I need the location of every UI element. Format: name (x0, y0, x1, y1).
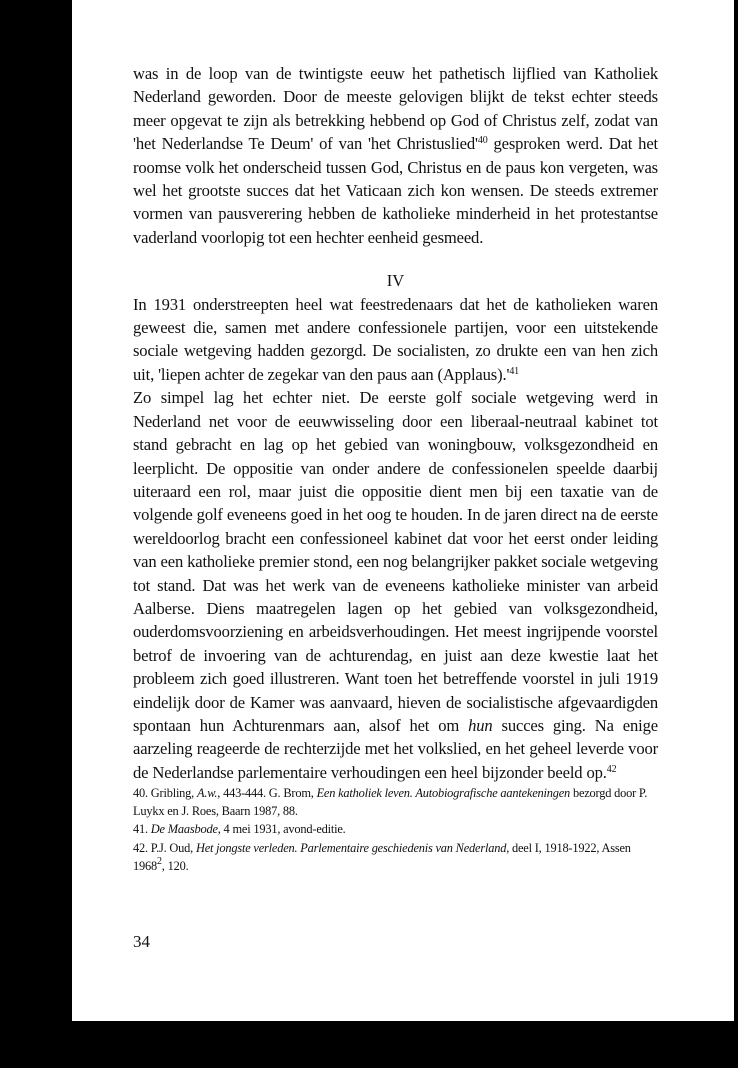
footnote-text: , 443-444. G. Brom, (217, 786, 317, 800)
footnote-ref-41[interactable]: 41 (509, 365, 520, 377)
footnote-text: bezorgd door P. Luykx en J. Roes, Baarn 1987, 88. (133, 786, 648, 819)
scan-border-bottom (0, 1021, 738, 1068)
paragraph-text: gesproken werd. Dat het roomse volk het onderscheid tussen God, Christus en de paus kon vergeten, was wel het grootste succes dat het Vaticaan zich kon wensen. De steeds extremer vormen van pausverering hebben de katholieke minderheid in het protestantse vaderland voorlopig tot een hechter eenheid gesmeed. (133, 134, 658, 247)
footnote-ref-40[interactable]: 40 (477, 135, 488, 147)
footnote-ref-42[interactable]: 42 (606, 763, 617, 775)
footnotes (133, 784, 661, 875)
scan-border-right (734, 0, 738, 1068)
section-heading: IV (386, 271, 405, 291)
body-paragraph (133, 293, 658, 387)
body-paragraph (133, 62, 658, 249)
footnote-title: Het jongste verleden. Parlementaire geschiedenis van Nederland (195, 840, 507, 855)
page-number: 34 (133, 932, 150, 951)
page-body (133, 62, 658, 784)
footnote-title: Een katholiek leven. Autobiografische aantekeningen (316, 786, 571, 800)
paragraph-text: succes ging. Na enige aarzeling reageerde de rechterzijde met het volkslied, en het geheel leverde voor de Nederlandse parlementaire verhoudingen een heel bijzonder beeld op. (133, 715, 658, 782)
footnote-title: De Maasbode (150, 822, 218, 837)
emphasis: hun (468, 715, 493, 735)
footnote-text: , 120. (161, 858, 189, 873)
footnote-text: , deel I, 1918-1922, Assen 1968 (133, 840, 631, 873)
edition-superscript: 2 (156, 855, 162, 867)
body-paragraph (133, 386, 658, 784)
scan-border-left (0, 0, 72, 1068)
footnote-42 (133, 839, 661, 875)
footnote-text: 41. (133, 822, 151, 837)
footnote-text: 40. Gribling, (133, 786, 197, 800)
paragraph-text: was in de loop van de twintigste eeuw het pathetisch lijflied van Katholiek Nederland geworden. Door de meeste gelovigen blijkt de tekst echter steeds meer opgevat te zijn als betrekking hebbend op God of Christus zelf, zodat van 'het Nederlandse Te Deum' of van 'het Christuslied' (133, 64, 658, 154)
paragraph-text: Zo simpel lag het echter niet. De eerste golf sociale wetgeving werd in Nederland net voor de eeuwwisseling door een liberaal-neutraal kabinet tot stand gebracht en lag op het gebied van woningbouw, volksgezondheid en leerplicht. De oppositie van onder andere de confessionelen speelde daarbij uiteraard een rol, maar juist die oppositie dient men bij een taxatie van de volgende golf eveneens goed in het oog te houden. In de jaren direct na de eerste wereldoorlog bracht een confessioneel kabinet dat voor het eerst onder leiding van een katholieke premier stond, een nog belangrijker pakket sociale wetgeving tot stand. Dat was het werk van de eveneens katholieke minister van arbeid Aalberse. Diens maatregelen lagen op het gebied van volksgezondheid, ouderdomsvoorziening en arbeidsverhoudingen. Het meest ingrijpende voorstel betrof de invoering van de achturendag, en juist aan deze kwestie laat het probleem zich goed illustreren. Want toen het betreffende voorstel in juli 1919 eindelijk door de Kamer was aanvaard, hieven de socialistische afgevaardigden spontaan hun Achturenmars aan, alsof het om (133, 388, 658, 735)
footnote-emphasis: A.w. (196, 786, 218, 800)
paragraph-text: In 1931 onderstreepten heel wat feestredenaars dat het de katholieken waren geweest die, samen met andere confessionele partijen, voor een uitstekende sociale wetgeving hadden gezorgd. De socialisten, zo drukte een van hen zich uit, 'liepen achter de zegekar van den paus aan (Applaus).' (133, 294, 658, 384)
footnote-text: , 4 mei 1931, avond-editie. (217, 822, 346, 837)
footnote-40 (133, 784, 661, 820)
footnote-41 (133, 820, 661, 838)
footnote-text: 42. P.J. Oud, (133, 840, 196, 855)
